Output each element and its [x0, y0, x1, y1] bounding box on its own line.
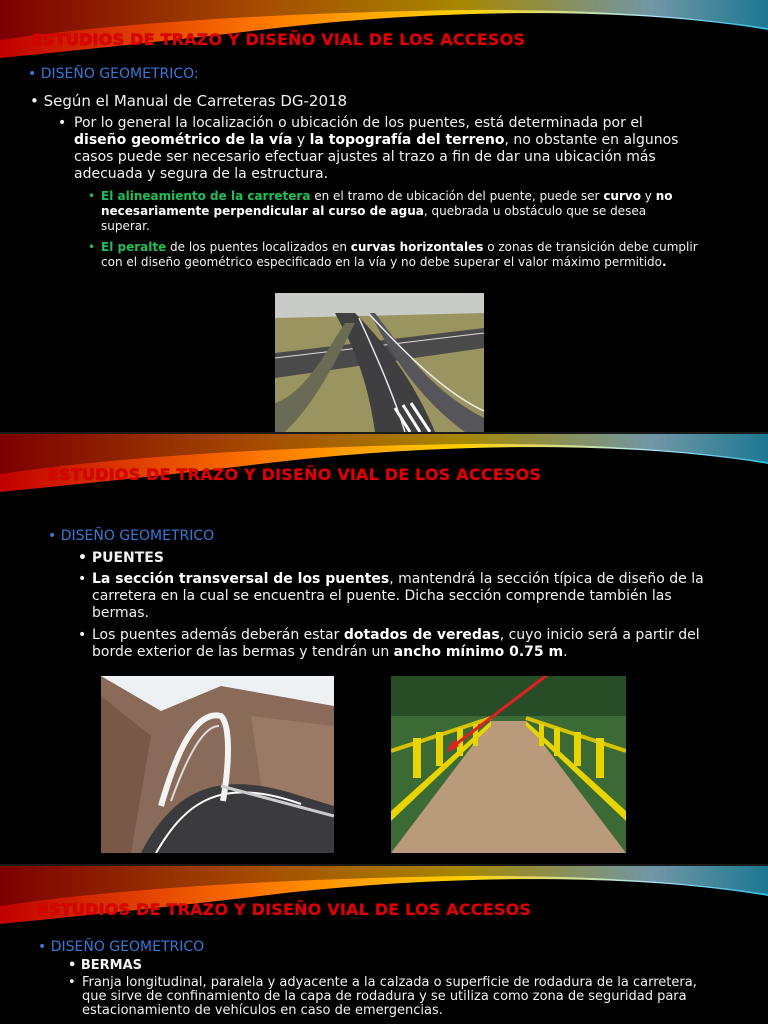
bullet-text: PUENTES: [91, 550, 164, 566]
emphasis: dotados de veredas: [343, 627, 500, 643]
bullet-bermas: • BERMAS: [68, 958, 143, 973]
text-part: , no obstante en algunos casos puede ser necesario efectuar ajustes al trazo a fin de dar una ubicación más adecuada y segura de la estructura.: [74, 132, 679, 182]
bullet-dot: •: [88, 189, 96, 203]
section-heading: • DISEÑO GEOMETRICO: [38, 939, 205, 955]
bullet-body: Franja longitudinal, paralela y adyacente a la calzada o superficie de rodadura de la carretera, que sirve de confinamiento de la capa de rodadura y se utiliza como zona de seguridad para estacionamiento de vehículos en caso de emergencias.: [82, 975, 697, 1018]
arch-bridge-photo: [101, 676, 334, 853]
header-swoosh: [0, 434, 768, 494]
highlight: El peralte: [101, 240, 167, 254]
sub-bullet-body: [101, 240, 698, 270]
bullet-dot: •: [78, 627, 87, 643]
sub-bullet-peralte: [88, 240, 698, 270]
heading-text: DISEÑO GEOMETRICO: [60, 528, 215, 544]
section-heading: • DISEÑO GEOMETRICO:: [28, 66, 199, 82]
text-part: y: [640, 189, 656, 203]
heading-text: DISEÑO GEOMETRICO:: [40, 66, 199, 82]
emphasis: La sección transversal de los puentes: [92, 571, 390, 587]
slide-title: ESTUDIOS DE TRAZO Y DISEÑO VIAL DE LOS ACCESOS: [48, 465, 542, 484]
text-part: o zonas de transición debe cumplir con el diseño geométrico especificado en la vía y no debe superar el valor máximo permitido: [101, 240, 698, 269]
text-part: en el tramo de ubicación del puente, puede ser: [310, 189, 604, 203]
emphasis: curvas horizontales: [350, 240, 484, 254]
bridge-deck-photo: [391, 676, 626, 853]
bullet-body: [92, 627, 718, 661]
bullet-bermas-definition: [68, 976, 708, 1018]
slide-2: [0, 434, 768, 864]
emphasis: diseño geométrico de la vía: [74, 132, 293, 148]
sub-bullet-body: [101, 189, 698, 234]
slide-title: ESTUDIOS DE TRAZO Y DISEÑO VIAL DE LOS ACCESOS: [38, 900, 532, 919]
slide-3: [0, 866, 768, 1024]
text-part: , mantendrá la sección típica de diseño de la carretera en la cual se encuentra el puente. Dicha sección comprende también las bermas.: [92, 571, 704, 621]
bullet-body: [92, 571, 718, 622]
highway-interchange-photo: [275, 293, 484, 432]
bullet-dot: •: [78, 571, 87, 587]
paragraph-location: [58, 115, 698, 183]
emphasis: la topografía del terreno: [309, 132, 505, 148]
bullet-puentes: • PUENTES: [78, 550, 164, 566]
slide-1: [0, 0, 768, 432]
bullet-dot: •: [88, 240, 96, 254]
text-part: , quebrada u obstáculo que se desea superar.: [101, 204, 647, 233]
text-part: Los puentes además deberán estar: [92, 627, 344, 643]
highlight: El alineamiento de la carretera: [101, 189, 311, 203]
bullet-cross-section: [78, 571, 718, 622]
text-part: y: [292, 132, 310, 148]
paragraph-body: [74, 115, 698, 183]
text-part: .: [563, 644, 568, 660]
bullet-sidewalks: [78, 627, 718, 661]
manual-text: Según el Manual de Carreteras DG-2018: [43, 92, 348, 110]
bullet-text: BERMAS: [80, 958, 143, 973]
bullet-dot: •: [58, 115, 67, 131]
section-heading: • DISEÑO GEOMETRICO: [48, 528, 215, 544]
emphasis: no necesariamente perpendicular al curso de agua: [101, 189, 673, 218]
emphasis: .: [662, 255, 667, 269]
bullet-dot: •: [68, 975, 76, 990]
text-part: Por lo general la localización o ubicación de los puentes, está determinada por el: [74, 115, 643, 131]
emphasis: curvo: [603, 189, 641, 203]
sub-bullet-alignment: [88, 189, 698, 234]
text-part: de los puentes localizados en: [166, 240, 351, 254]
slide-title: ESTUDIOS DE TRAZO Y DISEÑO VIAL DE LOS ACCESOS: [32, 30, 526, 49]
manual-bullet: • Según el Manual de Carreteras DG-2018: [30, 92, 348, 110]
emphasis: ancho mínimo 0.75 m: [393, 644, 564, 660]
text-part: , cuyo inicio será a partir del borde exterior de las bermas y tendrán un: [92, 627, 700, 660]
heading-text: DISEÑO GEOMETRICO: [50, 939, 205, 955]
